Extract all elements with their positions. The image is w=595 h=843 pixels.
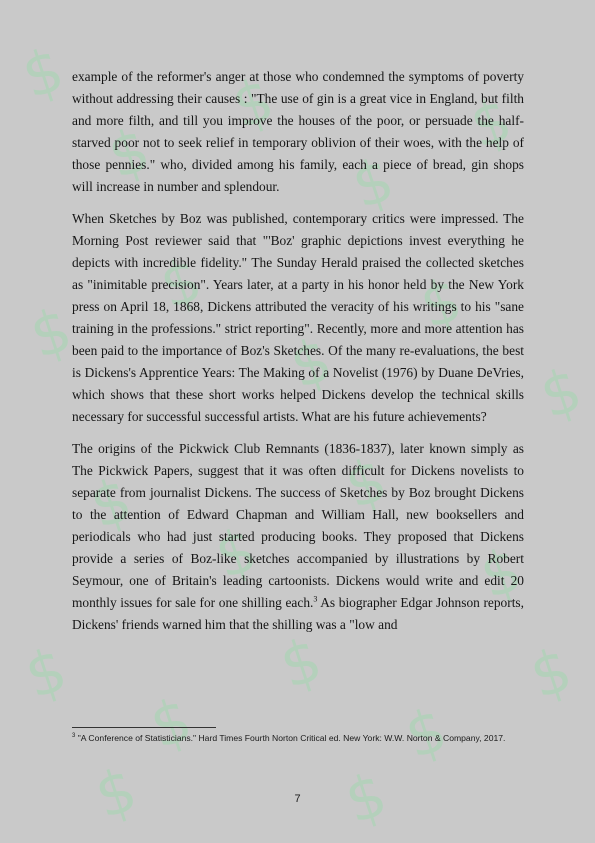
footnote (72, 732, 524, 744)
svg-text:$: $ (17, 634, 76, 713)
svg-text:$: $ (337, 444, 396, 523)
page-number: 7 (294, 793, 301, 805)
dollar-sign-icon (20, 294, 81, 373)
footnote-marker: 3 (72, 733, 76, 740)
body-paragraph-2: When Sketches by Boz was published, contemporary critics were impressed. The Morning Post reviewer said that "'Boz' graphic depictions invest everything he depicts with incredible fidelity." The Sunday Herald praised the collected sketches as "inimitable precision". Years later, at a party in his honor held by the New York press on April 18, 1868, Dickens attributed the veracity of his writings to his "sane training in the professions." strict reporting". Recently, more and more attention has been paid to the importance of Boz's Sketches. Of the many re-evaluations, the best is Dickens's Apprentice Years: The Making of a Novelist (1976) by Duane DeVries, which shows that these short works helped Dickens develop the technical skills necessary for successful successful artists. What are his future achievements? (72, 211, 524, 424)
dollar-sign-icon (530, 354, 591, 433)
body-paragraph-3 (72, 438, 524, 636)
body-paragraph-1: example of the reformer's anger at those who condemned the symptoms of poverty without addressing their causes : "The use of gin is a great vice in England, but filth and more filth, and till you improve the houses of the poor, or persuade the half-starved poor not to seek relief in temporary oblivion of their woes, with the help of those pennies." who, divided among his family, each a piece of bread, gin shops will increase in number and splendour. (72, 69, 524, 194)
paragraph-text-before-note: The origins of the Pickwick Club Remnants (1836-1837), later known simply as The Pickwick Papers, suggest that it was often difficult for Dickens novelists to separate from journalist Dickens. The success of Sketches by Boz brought Dickens to the attention of Edward Chapman and William Hall, new booksellers and periodicals who had just started producing books. They proposed that Dickens provide a series of Boz-like sketches accompanied by illustrations by Robert Seymour, one of Britain's leading cartoonists. Dickens would write and edit 20 monthly issues for sale for one shilling each. (72, 441, 524, 610)
svg-text:$: $ (532, 354, 591, 433)
svg-text:$: $ (412, 264, 471, 343)
svg-text:$: $ (14, 34, 73, 113)
svg-text:$: $ (207, 514, 266, 593)
svg-text:$: $ (397, 694, 456, 773)
svg-text:$: $ (224, 64, 283, 143)
svg-text:$: $ (472, 534, 531, 613)
dollar-sign-icon (12, 34, 73, 113)
dollar-sign-icon (15, 634, 76, 713)
svg-text:$: $ (522, 634, 581, 713)
svg-text:$: $ (337, 759, 396, 838)
svg-text:$: $ (462, 84, 521, 163)
svg-text:$: $ (142, 684, 201, 763)
svg-text:$: $ (282, 324, 341, 403)
footnote-separator (72, 727, 216, 728)
svg-text:$: $ (272, 624, 331, 703)
svg-text:$: $ (82, 464, 141, 543)
svg-text:$: $ (22, 294, 81, 373)
svg-text:$: $ (344, 144, 403, 223)
footnote-reference-marker: 3 (313, 594, 318, 604)
footnote-text: "A Conference of Statisticians." Hard Times Fourth Norton Critical ed. New York: W.W. Norton & Company, 2017. (75, 733, 506, 743)
dollar-sign-icon (520, 634, 581, 713)
document-body (72, 66, 524, 646)
paragraph-text-after-note: As biographer Edgar Johnson reports, Dickens' friends warned him that the shilling was a "low and (72, 595, 524, 632)
svg-text:$: $ (87, 754, 146, 833)
svg-text:$: $ (152, 244, 211, 323)
svg-text:$: $ (100, 114, 159, 193)
dollar-sign-icon (140, 684, 201, 763)
